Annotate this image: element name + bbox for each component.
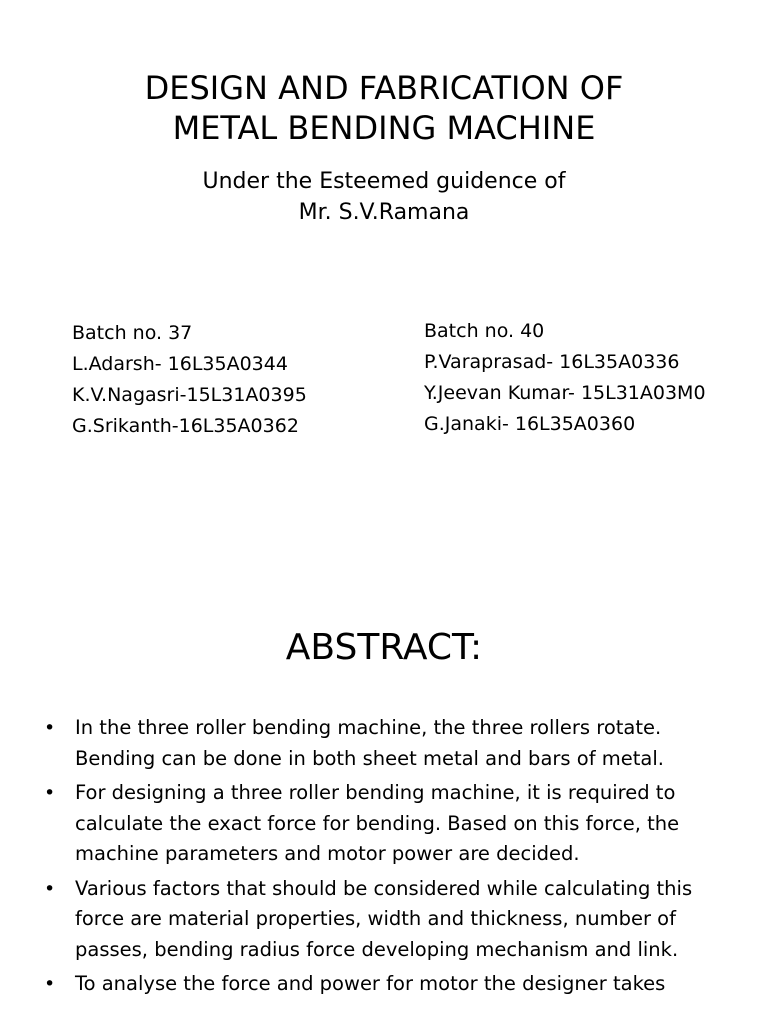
bullet-icon: • [44, 782, 56, 804]
bullet-text: Various factors that should be considered while calculating this force are material properties, width and thickness, number of passes, bending radius force developing mechanism and link. [75, 876, 693, 961]
bullet-text: For designing a three roller bending machine, it is required to calculate the exact force for bending. Based on this force, the machine parameters and motor power are decided. [75, 781, 680, 865]
slide-title [0, 68, 768, 148]
bullet-icon: • [44, 717, 56, 739]
slide-title-line-1: DESIGN AND FABRICATION OF [144, 69, 624, 107]
slide-subtitle [0, 166, 768, 228]
list-item [0, 969, 768, 1000]
batch-member: Y.Jeevan Kumar- 15L31A03M0 [424, 382, 706, 404]
bullet-icon: • [44, 973, 56, 995]
bullet-icon: • [44, 877, 56, 900]
slide-title-line-2: METAL BENDING MACHINE [172, 109, 596, 147]
batch-heading: Batch no. 40 [424, 320, 545, 342]
list-item [0, 713, 768, 774]
list-item [0, 778, 768, 870]
subtitle-line-1: Under the Esteemed guidence of [202, 169, 566, 194]
abstract-heading: ABSTRACT: [285, 627, 483, 668]
bullet-text: In the three roller bending machine, the three rollers rotate. Bending can be done in both sheet metal and bars of metal. [75, 716, 664, 770]
batch-40-block [424, 316, 706, 440]
abstract-bullet-list [0, 713, 768, 1004]
batch-member: G.Janaki- 16L35A0360 [424, 413, 636, 435]
list-item [0, 874, 768, 966]
subtitle-line-2: Mr. S.V.Ramana [298, 200, 470, 225]
batch-member: K.V.Nagasri-15L31A0395 [72, 384, 307, 406]
batch-member: G.Srikanth-16L35A0362 [72, 415, 299, 437]
batch-37-block [72, 318, 307, 442]
batch-member: L.Adarsh- 16L35A0344 [72, 353, 288, 375]
batch-member: P.Varaprasad- 16L35A0336 [424, 351, 680, 373]
batch-heading: Batch no. 37 [72, 322, 193, 344]
bullet-text: To analyse the force and power for motor the designer takes [75, 972, 666, 995]
